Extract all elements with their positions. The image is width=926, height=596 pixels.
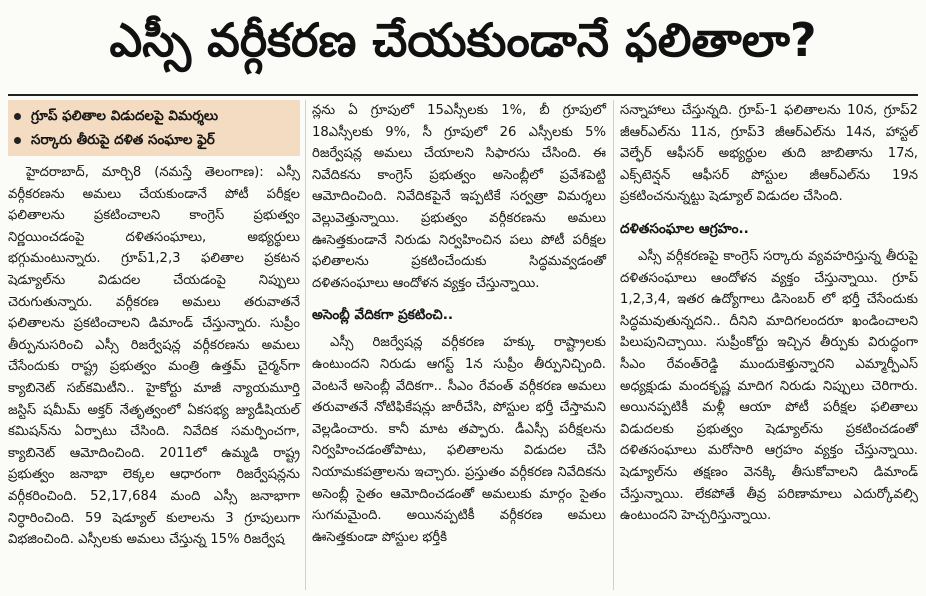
paragraph: ఎస్సీ రిజర్వేషన్ల వర్గీకరణ హక్కు రాష్ట్రాలకు ఉంటుందని నిరుడు ఆగస్ట్ 1న సుప్రీం తీర్పునిచ్చింది. వెంటనే అసెంబ్లీ వేదికగా.. సీఎం రేవంత్ వర్గీకరణ అమలు తరువాతనే నోటిఫికేషన్లు జారీచేసి, పోస్టుల భర్తీ చేస్తామని వెల్లడించారు. కానీ మాట తప్పారు. డీఎస్సీ పరీక్షలను నిర్వహించడంతోపాటు, ఫలితాలను విడుదల చేసి నియామకపత్రాలను ఇచ్చారు. ప్రస్తుతం వర్గీకరణ నివేదికను అసెంబ్లీ సైతం ఆమోదించడంతో అమలుకు మార్గం సైతం సుగమమైంది. అయినప్పటికీ వర్గీకరణ అమలు ఊసెత్తకుండా పోస్టుల భర్తీకి <box>312 335 606 545</box>
highlight-text: గ్రూప్ ఫలితాల విడుదలపై విమర్శలు <box>31 108 219 124</box>
highlight-item <box>14 128 292 152</box>
highlight-text: సర్కారు తీరుపై దళిత సంఘాల ఫైర్ <box>31 132 215 148</box>
bullet-icon <box>14 137 21 144</box>
headline-rule <box>8 94 918 96</box>
paragraph: ఎస్సీ వర్గీకరణపై కాంగ్రెస్ సర్కారు వ్యవహరిస్తున్న తీరుపై దళితసంఘాలు ఆందోళన వ్యక్తం చేస్తున్నాయి. గ్రూప్ 1,2,3,4, ఇతర ఉద్యోగాలు డిసెంబర్ లో భర్తీ చేసేందుకు సిద్ధమవుతున్నదని.. దీనిని మాదిగలందరూ ఖండించాలని పిలుపునిచ్చాయి. సుప్రీంకోర్టు ఇచ్చిన తీర్పుకు విరుద్ధంగా సీఎం రేవంత్‌రెడ్డి ముందుకెళ్తున్నారని ఎమ్మార్పీఎస్ అధ్యక్షుడు మందకృష్ణ మాదిగ నిరుడు నిప్పులు చెరిగారు. అయినప్పటికీ మళ్లీ ఆయా పోటీ పరీక్షల ఫలితాలు విడుదలకు ప్రభుత్వం షెడ్యూల్‌ను ప్రకటించడంతో దళితసంఘాలు మరోసారి ఆగ్రహం వ్యక్తం చేస్తున్నాయి. షెడ్యూల్‌ను తక్షణం వెనక్కి తీసుకోవాలని డిమాండ్ చేస్తున్నాయి. లేకపోతే తీవ్ర పరిణామాలు ఎదుర్కోవల్సి ఉంటుందని హెచ్చరిస్తున్నాయి. <box>620 248 918 524</box>
paragraph: హైదరాబాద్, మార్చి8 (నమస్తే తెలంగాణ): ఎస్సీ వర్గీకరణను అమలు చేయకుండానే పోటీ పరీక్షల ఫలితాలను ప్రకటించాలని కాంగ్రెస్ ప్రభుత్వం నిర్ణయించడంపై దళితసంఘాలు, అభ్యర్థులు భగ్గుమంటున్నారు. గ్రూప్1,2,3 ఫలితాల ప్రకటన షెడ్యూల్‌ను విడుదల చేయడంపై నిప్పులు చెరుగుతున్నారు. వర్గీకరణ అమలు తరువాతనే ఫలితాలను ప్రకటించాలని డిమాండ్ చేస్తున్నారు. సుప్రీం తీర్పునుసరించి ఎస్సీ రిజర్వేషన్ల వర్గీకరణను అమలు చేసేందుకు రాష్ట్ర ప్రభుత్వం మంత్రి ఉత్తమ్ చైర్మన్‌గా క్యాబినెట్ సబ్‌కమిటీని.. హైకోర్టు మాజీ న్యాయమూర్తి జస్టిస్ షమీమ్ అక్తర్ నేతృత్వంలో ఏకసభ్య జ్యుడీషియల్ కమిషన్‌ను ఏర్పాటు చేసింది. నివేదిక సమర్పించగా, క్యాబినెట్ ఆమోదించింది. 2011లో ఉమ్మడి రాష్ట్ర ప్రభుత్వం జనాభా లెక్కల ఆధారంగా రిజర్వేషన్లను వర్గీకరించింది. 52,17,684 మంది ఎస్సీ జనాభాగా నిర్ధారించింది. 59 షెడ్యూల్ కులాలను 3 గ్రూపులుగా విభజించింది. ఎస్సీలకు అమలు చేస్తున్న 15% రిజర్వేష <box>8 165 300 548</box>
article-column-1 <box>8 100 300 551</box>
article-column-3 <box>620 100 918 527</box>
highlights-box <box>8 100 300 156</box>
column-divider <box>613 100 614 590</box>
bullet-icon <box>14 113 21 120</box>
subheading: అసెంబ్లీ వేదికగా ప్రకటించి.. <box>312 307 454 324</box>
column-divider <box>305 100 306 590</box>
headline: ఎస్సీ వర్గీకరణ చేయకుండానే ఫలితాలా? <box>109 13 817 67</box>
article-column-2 <box>312 100 606 548</box>
paragraph: న్లను ఏ గ్రూపులో 15ఎస్సీలకు 1%, బీ గ్రూపులో 18ఎస్సీలకు 9%, సీ గ్రూపులో 26 ఎస్సీలకు 5% రిజర్వేషన్ల అమలు చేయాలని సిఫారసు చేసింది. ఈ నివేదికను కాంగ్రెస్ ప్రభుత్వం అసెంబ్లీలో ప్రవేశపెట్టి ఆమోదించింది. నివేదికపైనే ఇప్పటికే సర్వత్రా విమర్శలు వెల్లువెత్తున్నాయి. ప్రభుత్వం వర్గీకరణను అమలు ఊసెత్తకుండానే నిరుడు నిర్వహించిన పలు పోటీ పరీక్షల ఫలితాలను ప్రకటించేందుకు సిద్ధమవ్వడంతో దళితసంఘాలు ఆందోళన వ్యక్తం చేస్తున్నాయి. <box>312 103 606 291</box>
highlight-item <box>14 104 292 128</box>
paragraph: సన్నాహాలు చేస్తున్నది. గ్రూప్-1 ఫలితాలను 10న, గ్రూప్2 జీఆర్‌ఎల్‌ను 11న, గ్రూప్3 జీఆర్‌ఎల్‌ను 14న, హాస్టల్ వెల్ఫేర్ ఆఫీసర్ అభ్యర్థుల తుది జాబితాను 17న, ఎక్స్‌టెన్షన్ ఆఫీసర్ పోస్టుల జీఆర్‌ఎల్‌ను 19న ప్రకటించనున్నట్టు షెడ్యూల్ విడుదల చేసింది. <box>620 103 918 205</box>
subheading: దళితసంఘాల ఆగ్రహం.. <box>620 220 749 237</box>
